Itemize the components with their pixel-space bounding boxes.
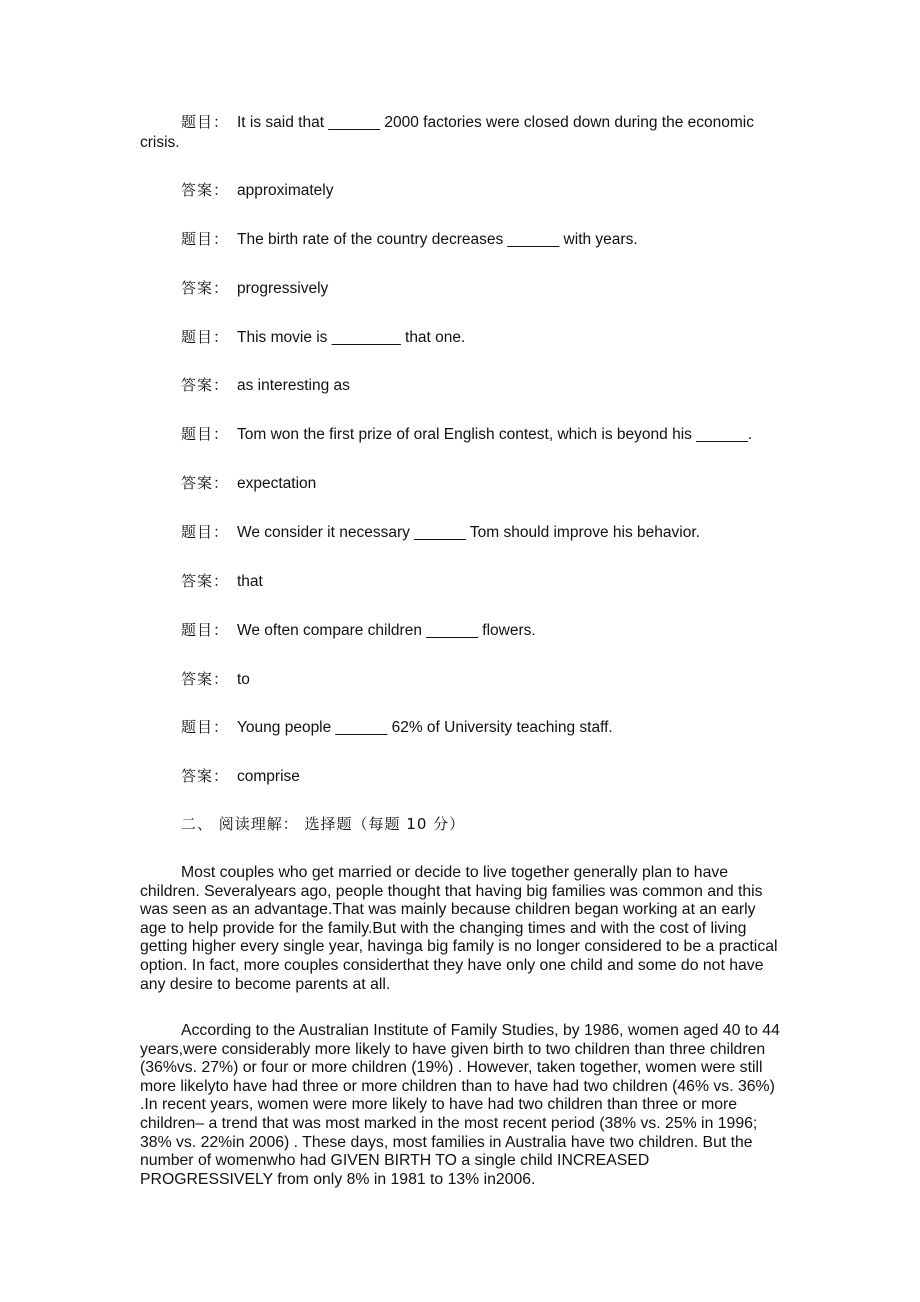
question-item [140,620,785,641]
answer-label: 答案： [181,572,230,590]
question-text: This movie is ________ that one. [237,329,466,346]
answer-label: 答案： [181,376,230,394]
answer-text: expectation [237,475,317,492]
question-item [140,717,785,738]
answer-item [140,669,785,690]
question-label: 题目： [181,230,230,248]
question-label: 题目： [181,718,230,736]
answer-label: 答案： [181,767,230,785]
answer-label: 答案： [181,474,230,492]
answer-item [140,375,785,396]
answer-item [140,571,785,592]
answer-item [140,278,785,299]
answer-text: approximately [237,182,334,199]
question-text: We often compare children ______ flowers. [237,622,536,639]
answer-text: that [237,573,263,590]
question-label: 题目： [181,113,230,131]
question-text: We consider it necessary ______ Tom should improve his behavior. [237,524,700,541]
reading-paragraph: Most couples who get married or decide to live together generally plan to have children. Severalyears ago, people thought that having big families was common and this was seen as an advantage.That was mainly because children began working at an early age to help provide for the family.But with the changing times and with the cost of living getting higher every single year, havinga big family is no longer considered to be a practical option. In fact, more couples considerthat they have only one child and some do not have any desire to become parents at all. [140,864,778,993]
answer-text: as interesting as [237,377,350,394]
answer-text: comprise [237,768,300,785]
section-heading: 二、 阅读理解： 选择题（每题 10 分） [181,815,466,833]
question-text: It is said that ______ 2000 factories were closed down during the economic crisis. [140,114,754,151]
answer-text: to [237,671,250,688]
answer-item [140,473,785,494]
question-label: 题目： [181,328,230,346]
answer-label: 答案： [181,279,230,297]
question-item [140,424,800,445]
question-text: Young people ______ 62% of University teaching staff. [237,719,613,736]
question-label: 题目： [181,425,230,443]
answer-item [140,180,785,201]
answer-text: progressively [237,280,329,297]
answer-item [140,766,785,787]
question-text: The birth rate of the country decreases ______ with years. [237,231,638,248]
question-label: 题目： [181,523,230,541]
answer-label: 答案： [181,181,230,199]
reading-paragraph: According to the Australian Institute of Family Studies, by 1986, women aged 40 to 44 years,were considerably more likely to have given birth to two children than three children (36%vs. 27%) or four or more children (19%) . However, taken together, women were still more likelyto have had three or more children than to have had two children (46% vs. 36%) .In recent years, women were more likely to have had two children than three or more children– a trend that was most marked in the most recent period (38% vs. 25% in 1996; 38% vs. 22%in 2006) . These days, most families in Australia have two children. But the number of womenwho had GIVEN BIRTH TO a single child INCREASED PROGRESSIVELY from only 8% in 1981 to 13% in2006. [140,1022,780,1188]
question-item [140,229,785,250]
question-item [140,327,785,348]
question-text: Tom won the first prize of oral English contest, which is beyond his ______. [237,426,753,443]
answer-label: 答案： [181,670,230,688]
question-item [140,522,785,543]
question-label: 题目： [181,621,230,639]
question-item [140,112,785,153]
